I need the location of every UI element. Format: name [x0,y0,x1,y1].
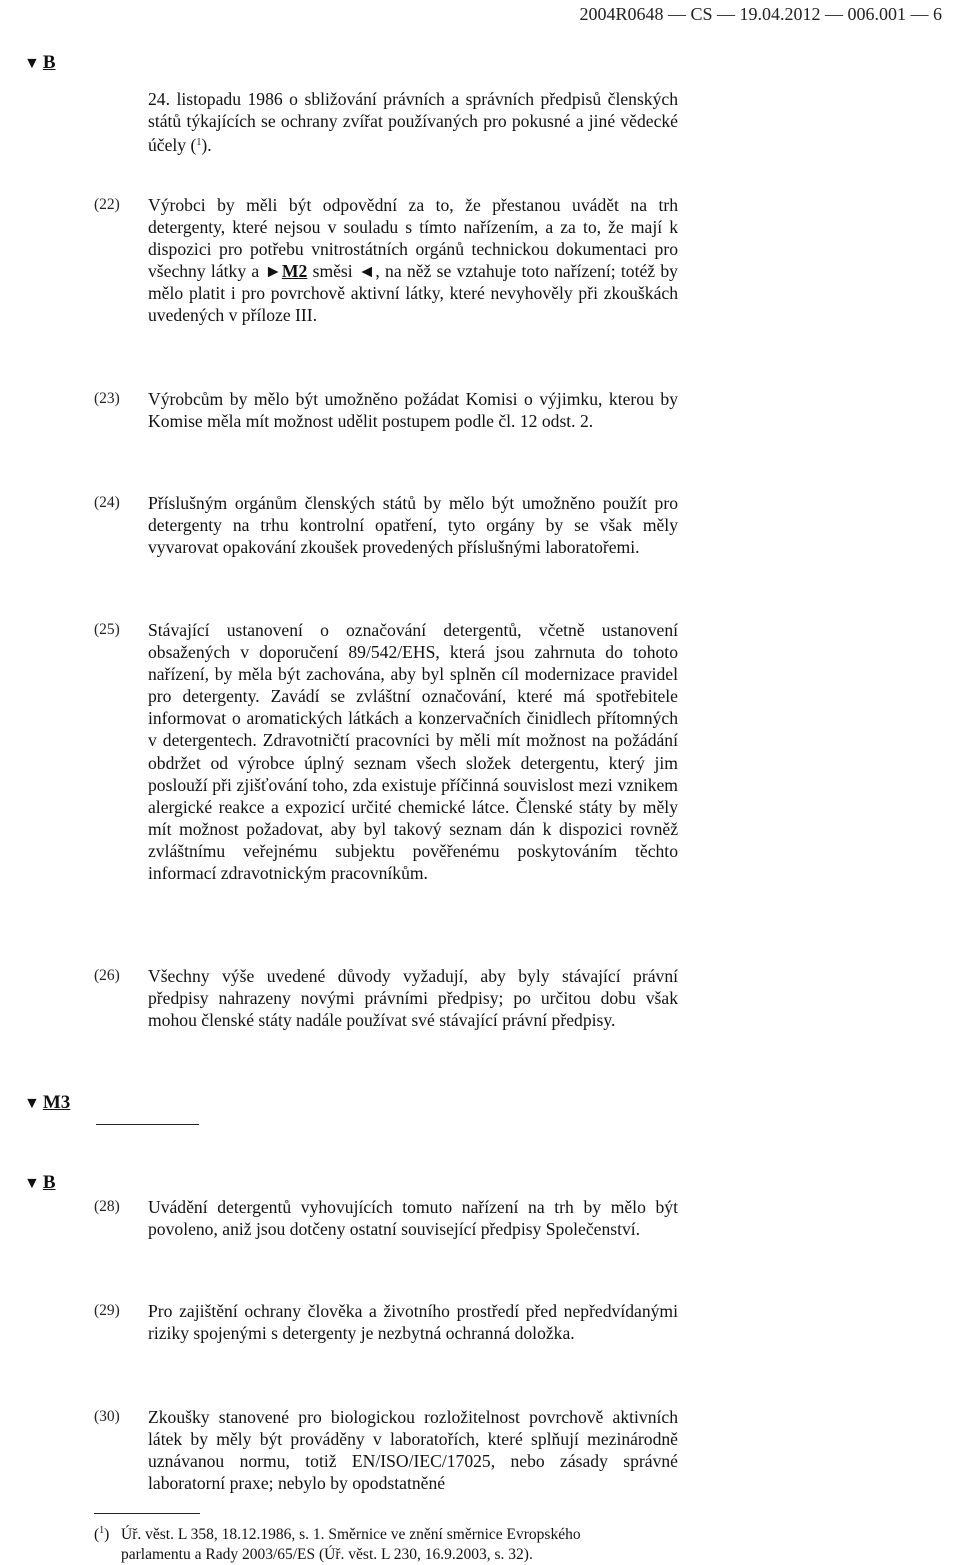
recital-number: (29) [94,1302,120,1319]
footnote [94,1521,694,1565]
marker-code: B [42,52,56,73]
footnote-line [94,1521,694,1545]
triangle-left-icon: ◄ [357,261,376,282]
intro-paragraph [148,88,678,156]
intro-text-end: ). [201,135,212,156]
amendment-marker-m3 [24,1092,70,1114]
marker-code: M2 [281,261,308,282]
footnote-number-value: 1 [99,1525,105,1536]
marker-code: B [42,1172,56,1193]
recital-29: Pro zajištění ochrany člověka a životního prostředí před nepředvídanými riziky spojenými s detergenty je nezbytná ochranná doložka. [148,1301,678,1344]
footnote-reference[interactable]: 1 [196,137,202,149]
recital-30: Zkoušky stanovené pro biologickou rozložitelnost povrchově aktivních látek by měly být prováděny v laboratořích, které splňují mezinárodně uznávanou normu, totiž EN/ISO/IEC/17025, nebo zásady správné laboratorní praxe; nebylo by opodstatněné [148,1407,678,1494]
recital-23: Výrobcům by mělo být umožněno požádat Komisi o výjimku, kterou by Komise měla mít možnost udělit postupem podle čl. 12 odst. 2. [148,389,678,432]
footnote-number: ($^1$) [94,1525,110,1543]
recital-number: (25) [94,621,120,638]
deleted-text-rule [96,1124,199,1125]
triangle-down-icon: ▼ [24,1175,40,1192]
marker-code: M3 [42,1092,71,1113]
recital-26: Všechny výše uvedené důvody vyžadují, aby byly stávající právní předpisy nahrazeny novými právními předpisy; po určitou dobu však mohou členské státy nadále používat své stávající právní předpisy. [148,966,678,1031]
amended-text: směsi [312,261,353,282]
intro-text: 24. listopadu 1986 o sbližování právních a správních předpisů členských států týkajících se ochrany zvířat používaných pro pokusné a jiné vědecké účely ( [148,89,678,156]
amendment-marker-b [24,52,56,74]
recital-number: (28) [94,1198,120,1215]
amendment-marker-b [24,1172,56,1194]
footnote-line: parlamentu a Rady 2003/65/ES (Úř. věst. L 230, 16.9.2003, s. 32). [121,1546,533,1563]
document-reference-header: 2004R0648 — CS — 19.04.2012 — 006.001 — 6 [579,4,942,24]
triangle-down-icon: ▼ [24,1095,40,1112]
recital-number: (24) [94,494,120,511]
recital-24: Příslušným orgánům členských států by mělo být umožněno použít pro detergenty na trhu kontrolní opatření, tyto orgány by se však měly vyvarovat opakování zkoušek provedených příslušnými laboratořemi. [148,493,678,558]
amendment-insert-m2 [264,261,307,281]
recital-number: (23) [94,390,120,407]
triangle-right-icon: ► [264,261,282,282]
footnote-text: Úř. věst. L 358, 18.12.1986, s. 1. Směrnice ve znění směrnice Evropského [121,1526,581,1543]
recital-22 [148,194,678,327]
footnote-separator [94,1513,200,1514]
recital-28: Uvádění detergentů vyhovujících tomuto nařízení na trh by mělo být povoleno, aniž jsou dotčeny ostatní související předpisy Společenství. [148,1197,678,1240]
triangle-down-icon: ▼ [24,55,40,72]
recital-number: (26) [94,967,120,984]
recital-text-end: , na něž se vztahuje toto nařízení; totéž by mělo platit i pro povrchově aktivní látky, které nevyhověly při zkouškách uvedených v příloze III. [148,261,678,326]
recital-number: (30) [94,1408,120,1425]
recital-text: Výrobci by měli být odpovědní za to, že přestanou uvádět na trh detergenty, které nejsou v souladu s tímto nařízením, a za to, že mají k dispozici pro potřebu vnitrostátních orgánů technickou dokumentaci pro všechny látky a [148,195,678,282]
recital-number: (22) [94,196,120,213]
recital-25: Stávající ustanovení o označování detergentů, včetně ustanovení obsažených v doporučení 89/542/EHS, která jsou zahrnuta do tohoto nařízení, by měla být zachována, aby byl splněn cíl modernizace pravidel pro detergenty. Zavádí se zvláštní označování, které má spotřebitele informovat o aromatických látkách a konzervačních činidlech přítomných v detergentech. Zdravotničtí pracovníci by měli mít možnost na požádání obdržet od výrobce úplný seznam všech složek detergentu, který jim poslouží při zjišťování toho, zda existuje příčinná souvislost mezi vznikem alergické reakce a expozicí určité chemické látce. Členské státy by měly mít možnost požadovat, aby byl takový seznam dán k dispozici rovněž zvláštnímu veřejnému subjektu pověřenému poskytováním těchto informací zdravotnickým pracovníkům. [148,620,678,884]
